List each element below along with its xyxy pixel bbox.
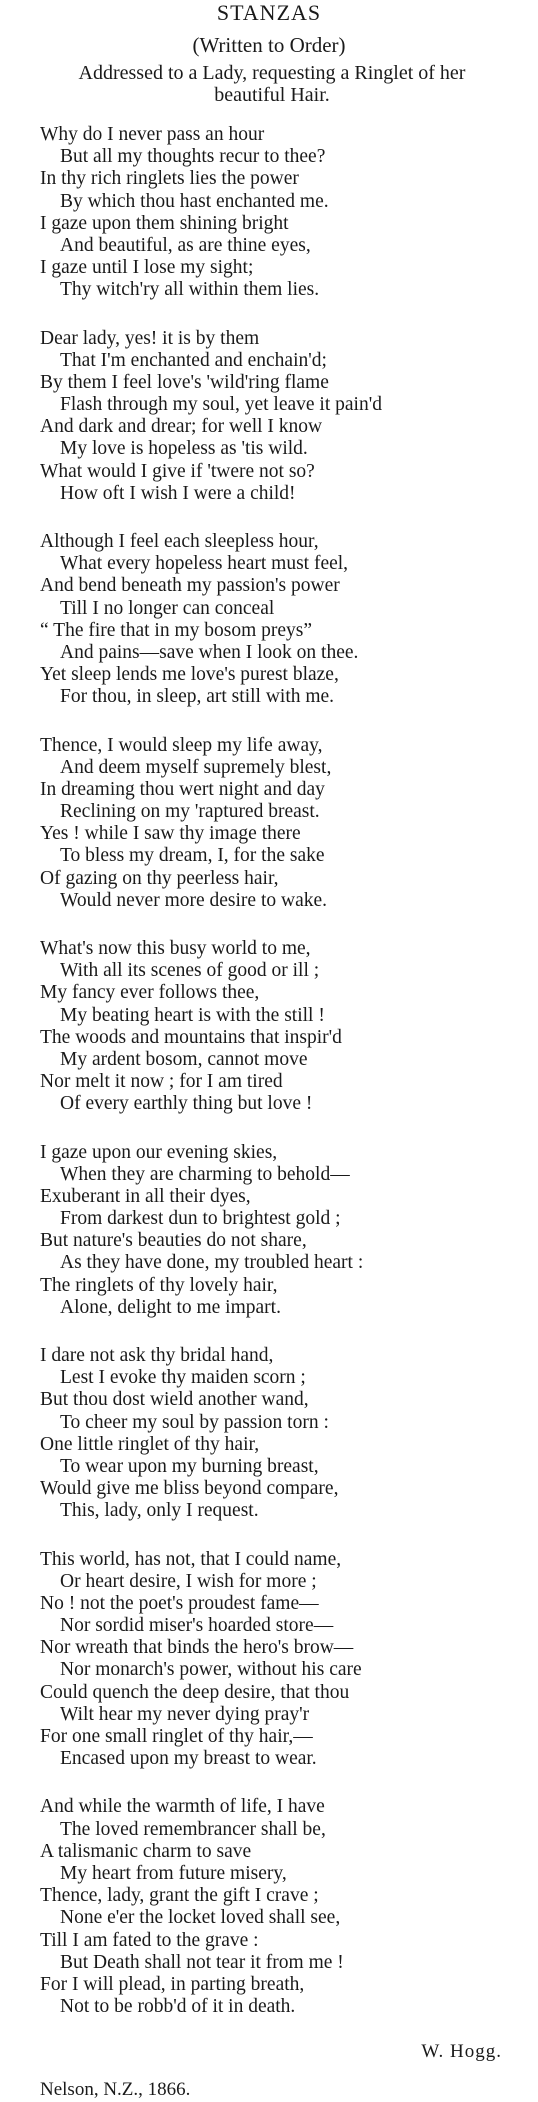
poem-title: STANZAS xyxy=(216,0,322,25)
poem-line: But all my thoughts recur to thee? xyxy=(60,146,326,168)
stanza xyxy=(40,1796,538,2018)
poem-line: Not to be robb'd of it in death. xyxy=(60,1996,296,2018)
poem-dedication xyxy=(14,62,530,106)
poem-line: Thence, lady, grant the gift I crave ; xyxy=(40,1885,319,1907)
dedication-line-2: beautiful Hair. xyxy=(214,84,330,106)
poem-line: My love is hopeless as 'tis wild. xyxy=(60,438,308,460)
poem-line: This world, has not, that I could name, xyxy=(40,1548,342,1570)
poem-line: As they have done, my troubled heart : xyxy=(60,1252,364,1274)
poem-line: What's now this busy world to me, xyxy=(40,938,311,959)
stanza xyxy=(40,735,538,913)
stanza xyxy=(40,1345,538,1523)
poem-line: To bless my dream, I, for the sake xyxy=(60,845,325,867)
stanza xyxy=(40,124,538,302)
poem-line: I gaze until I lose my sight; xyxy=(40,257,254,279)
poem-line: Of every earthly thing but love ! xyxy=(60,1093,313,1115)
poem-line: My heart from future misery, xyxy=(60,1862,287,1884)
poem-line: Reclining on my 'raptured breast. xyxy=(60,801,320,823)
poem-body xyxy=(0,124,538,2018)
poem-line: But Death shall not tear it from me ! xyxy=(60,1951,344,1973)
poem-line: What would I give if 'twere not so? xyxy=(40,460,315,482)
poem-line: But nature's beauties do not share, xyxy=(40,1230,307,1252)
stanza xyxy=(40,328,538,506)
poem-line: Thy witch'ry all within them lies. xyxy=(60,279,320,301)
poem-line: I gaze upon them shining bright xyxy=(40,212,289,234)
poem-line: Flash through my soul, yet leave it pain'd xyxy=(60,394,382,416)
poem-line: Why do I never pass an hour xyxy=(40,124,265,145)
poem-line: What every hopeless heart must feel, xyxy=(60,553,349,575)
poem-line: Dear lady, yes! it is by them xyxy=(40,327,260,349)
poem-line: And while the warmth of life, I have xyxy=(40,1796,325,1818)
poem-line: Thence, I would sleep my life away, xyxy=(40,734,323,756)
poem-line: No ! not the poet's proudest fame— xyxy=(40,1592,319,1614)
dateline: Nelson, N.Z., 1866. xyxy=(40,2079,191,2101)
poem-line: This, lady, only I request. xyxy=(60,1500,259,1522)
stanza xyxy=(40,1142,538,1320)
poem-line: The woods and mountains that inspir'd xyxy=(40,1026,342,1048)
poem-line: I gaze upon our evening skies, xyxy=(40,1141,278,1163)
poem-line: And pains—save when I look on thee. xyxy=(60,641,359,663)
poem-line: To wear upon my burning breast, xyxy=(60,1455,319,1477)
poem-line: The ringlets of thy lovely hair, xyxy=(40,1274,278,1296)
poem-line: One little ringlet of thy hair, xyxy=(40,1433,260,1455)
poem-subtitle: (Written to Order) xyxy=(192,33,346,57)
poem-line: Lest I evoke thy maiden scorn ; xyxy=(60,1367,306,1389)
poem-line: For I will plead, in parting breath, xyxy=(40,1973,305,1995)
poem-line: With all its scenes of good or ill ; xyxy=(60,960,320,982)
poem-line: Although I feel each sleepless hour, xyxy=(40,531,319,552)
poem-line: Or heart desire, I wish for more ; xyxy=(60,1570,317,1592)
poem-line: Till I no longer can conceal xyxy=(60,597,275,619)
poem-line: In dreaming thou wert night and day xyxy=(40,778,325,800)
poem-line: I dare not ask thy bridal hand, xyxy=(40,1345,274,1366)
poem-line: And beautiful, as are thine eyes, xyxy=(60,234,311,256)
poem-line: My beating heart is with the still ! xyxy=(60,1004,325,1026)
poem-line: Wilt hear my never dying pray'r xyxy=(60,1703,310,1725)
poem-line: “ The fire that in my bosom preys” xyxy=(40,619,313,641)
stanza xyxy=(40,938,538,1116)
poem-line: Could quench the deep desire, that thou xyxy=(40,1681,350,1703)
poem-line: How oft I wish I were a child! xyxy=(60,482,296,504)
poem-line: In thy rich ringlets lies the power xyxy=(40,168,299,190)
poem-line: To cheer my soul by passion torn : xyxy=(60,1411,329,1433)
dedication-line-1: Addressed to a Lady, requesting a Ringlet of her xyxy=(78,62,466,84)
stanza xyxy=(40,531,538,709)
poem-line: Nor sordid miser's hoarded store— xyxy=(60,1615,334,1637)
poem-line: Yes ! while I saw thy image there xyxy=(40,823,301,845)
poem-line: The loved remembrancer shall be, xyxy=(60,1818,326,1840)
poem-line: Nor melt it now ; for I am tired xyxy=(40,1071,283,1093)
stanza xyxy=(40,1549,538,1771)
poem-line: Exuberant in all their dyes, xyxy=(40,1185,251,1207)
poem-line: My fancy ever follows thee, xyxy=(40,982,260,1004)
poem-line: Till I am fated to the grave : xyxy=(40,1929,259,1951)
poem-line: A talismanic charm to save xyxy=(40,1840,252,1862)
poem-line: And deem myself supremely blest, xyxy=(60,756,332,778)
poem-line: Nor wreath that binds the hero's brow— xyxy=(40,1637,354,1659)
poem-line: My ardent bosom, cannot move xyxy=(60,1048,308,1070)
poem-line: Yet sleep lends me love's purest blaze, xyxy=(40,664,339,686)
poem-line: By which thou hast enchanted me. xyxy=(60,190,329,212)
poem-line: By them I feel love's 'wild'ring flame xyxy=(40,371,329,393)
poem-line: None e'er the locket loved shall see, xyxy=(60,1907,341,1929)
poem-line: Alone, delight to me impart. xyxy=(60,1296,281,1318)
poem-line: Would give me bliss beyond compare, xyxy=(40,1478,339,1500)
poem-line: Of gazing on thy peerless hair, xyxy=(40,867,279,889)
poem-line: And dark and drear; for well I know xyxy=(40,416,323,438)
poem-line: For thou, in sleep, art still with me. xyxy=(60,686,335,708)
poem-line: For one small ringlet of thy hair,— xyxy=(40,1726,313,1747)
poem-line: Encased upon my breast to wear. xyxy=(60,1748,317,1770)
poem-line: And bend beneath my passion's power xyxy=(40,575,340,597)
poem-line: Would never more desire to wake. xyxy=(60,889,328,911)
poem-line: When they are charming to behold— xyxy=(60,1163,350,1185)
poem-line: But thou dost wield another wand, xyxy=(40,1389,309,1411)
author-signature: W. Hogg. xyxy=(421,2041,502,2063)
poem-line: That I'm enchanted and enchain'd; xyxy=(60,349,327,371)
poem-line: Nor monarch's power, without his care xyxy=(60,1659,362,1681)
poem-line: From darkest dun to brightest gold ; xyxy=(60,1208,341,1230)
